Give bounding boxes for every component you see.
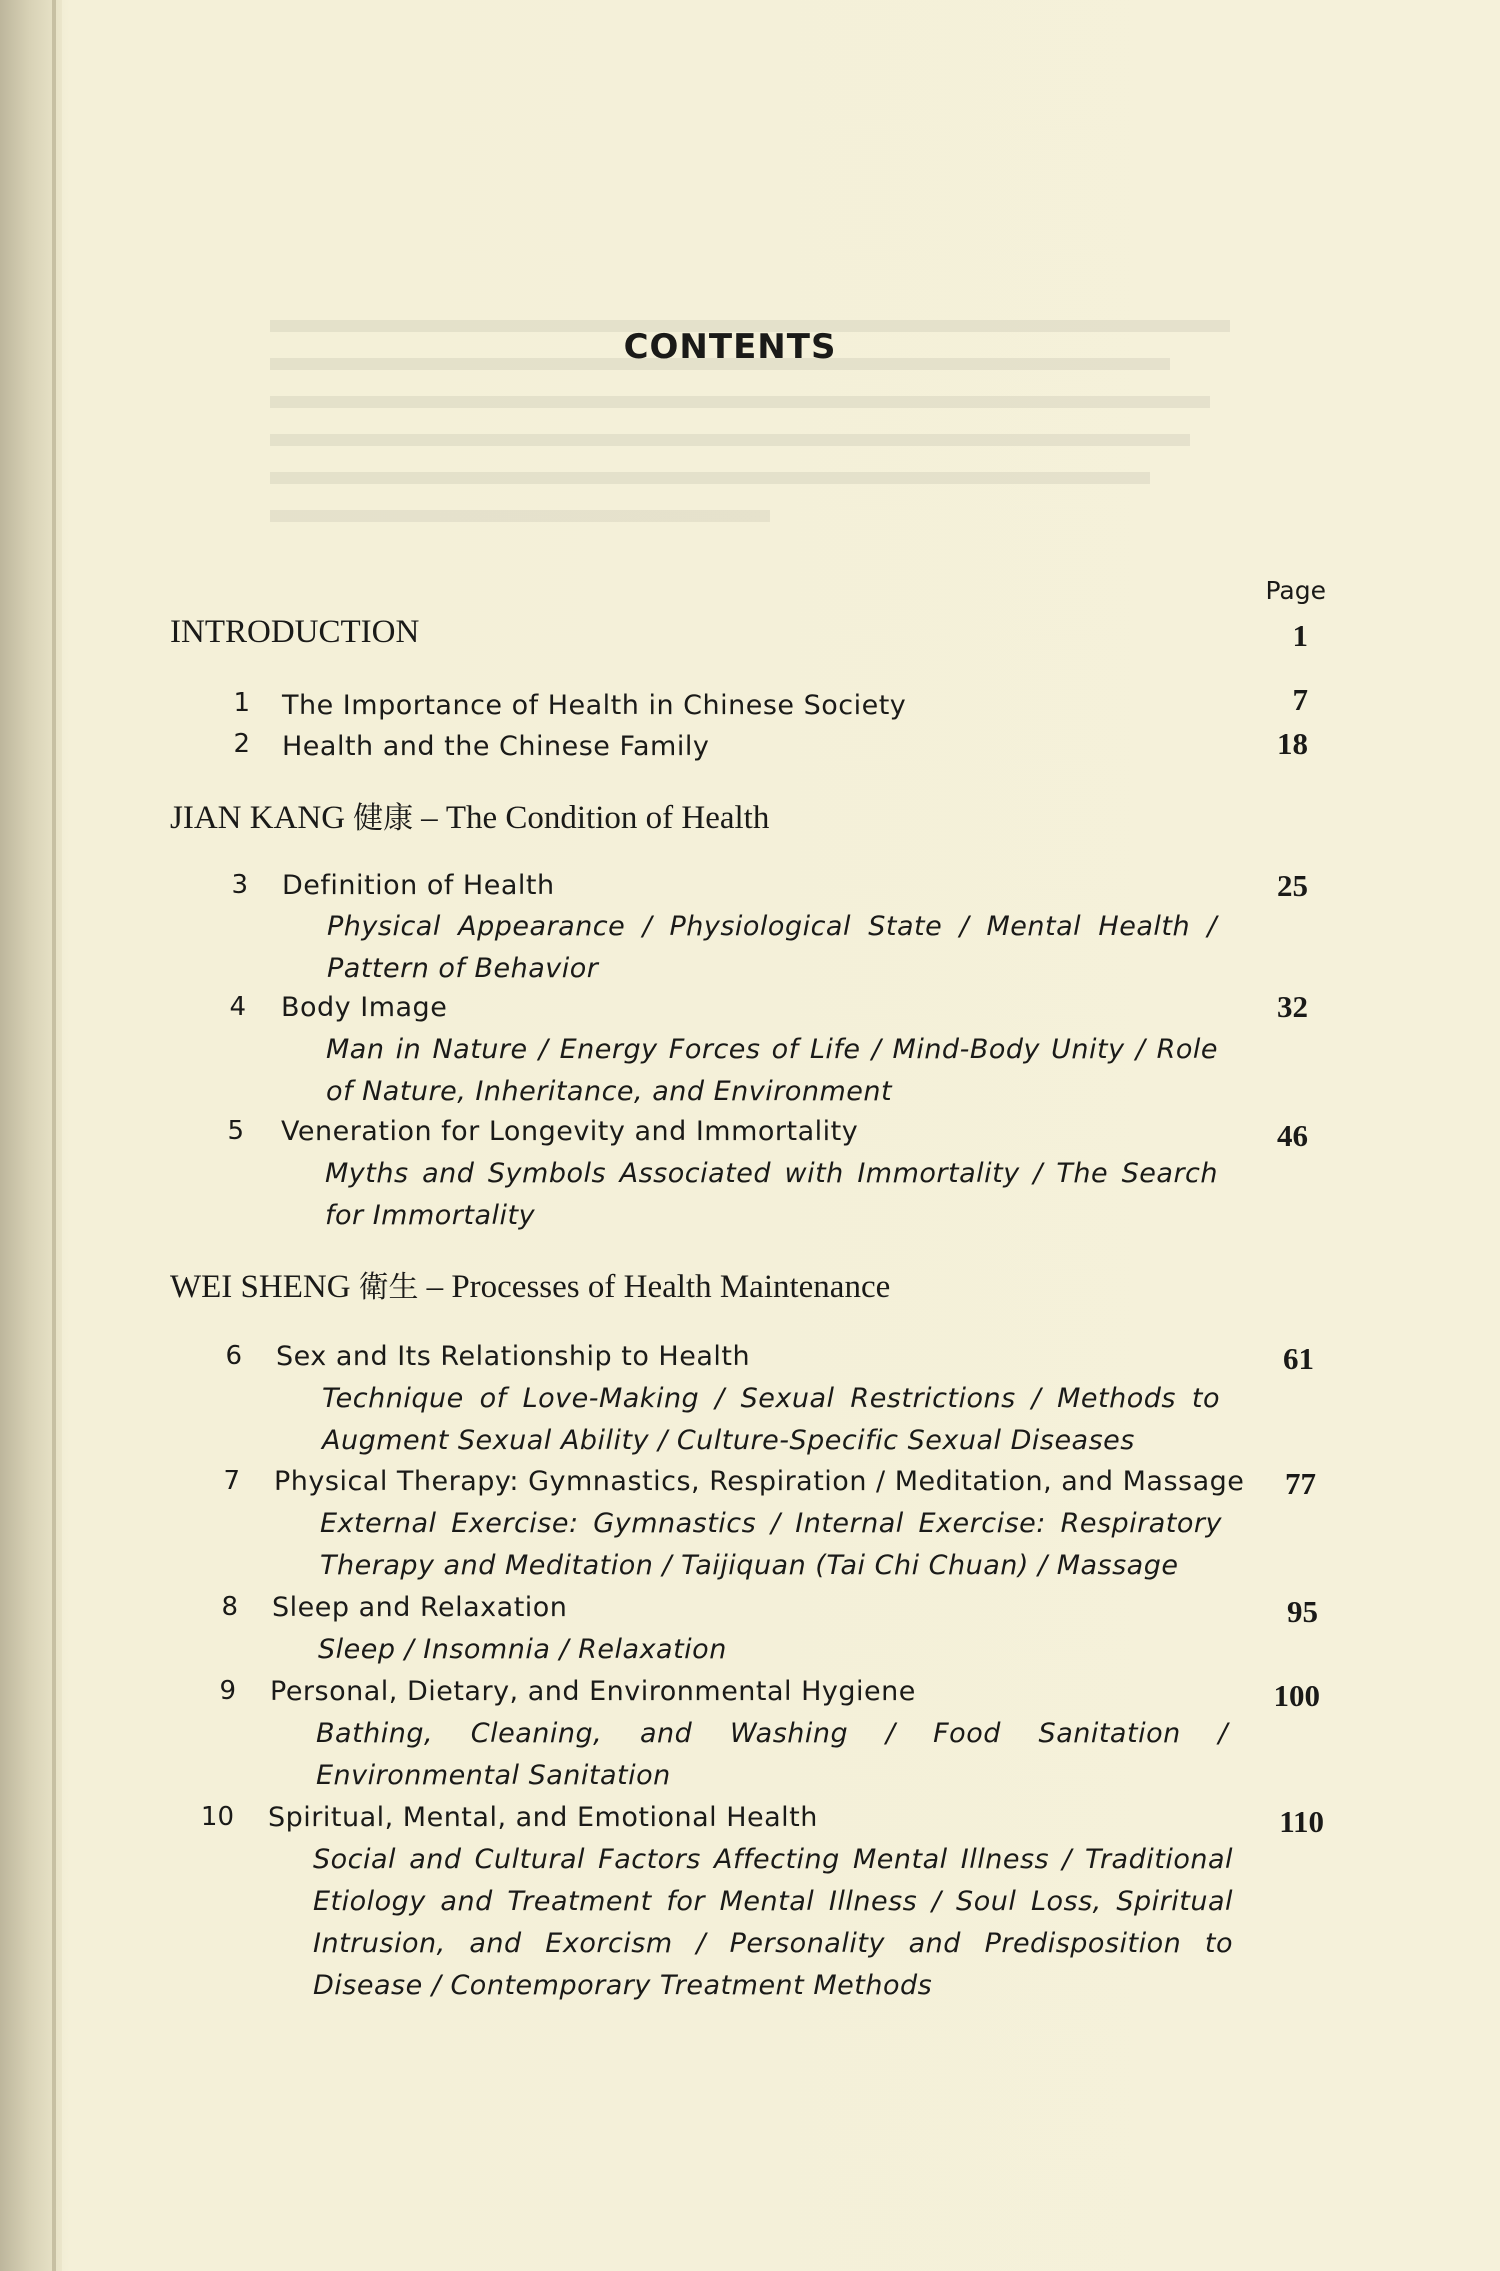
chapter-number: 8 <box>221 1592 238 1622</box>
part-roman-title: JIAN KANG <box>170 800 346 836</box>
chapter-page: 77 <box>1285 1466 1316 1501</box>
chapter-page: 95 <box>1287 1594 1318 1629</box>
chapter-title: Spiritual, Mental, and Emotional Health <box>268 1802 818 1833</box>
part-roman-title: WEI SHENG <box>170 1269 351 1305</box>
chapter-title: Sex and Its Relationship to Health <box>276 1341 751 1372</box>
chapter-title: Physical Therapy: Gymnastics, Respiration / Meditation, and Massage <box>274 1466 1245 1497</box>
chapter-number: 5 <box>227 1116 244 1146</box>
chapter-title: Health and the Chinese Family <box>282 731 710 762</box>
chapter-page: 61 <box>1283 1341 1314 1376</box>
chapter-subtopics: Sleep / Insomnia / Relaxation <box>318 1634 727 1665</box>
part-chinese-title: 健康 <box>353 801 414 836</box>
introduction-page: 1 <box>1292 618 1308 653</box>
chapter-subtopics: Social and Cultural Factors Affecting Mental Illness / Traditional Etiology and Treatment for Mental Illness / Soul Loss, Spiritual Intrusion, and Exorcism / Personality and Predisposition to Disease / Contemporary Treatment Methods <box>313 1844 1233 2001</box>
chapter-subtopics: Myths and Symbols Associated with Immortality / The Search for Immortality <box>325 1158 1218 1231</box>
chapter-title: Sleep and Relaxation <box>272 1592 568 1623</box>
chapter-number: 3 <box>231 870 248 900</box>
part-heading-wei-sheng <box>170 1262 890 1306</box>
chapter-number: 9 <box>219 1676 236 1706</box>
chapter-number: 7 <box>223 1466 240 1496</box>
chapter-title: Personal, Dietary, and Environmental Hygiene <box>270 1676 916 1707</box>
chapter-subtopics: Man in Nature / Energy Forces of Life / Mind-Body Unity / Role of Nature, Inheritance, and Environment <box>326 1034 1218 1107</box>
chapter-subtopics: Bathing, Cleaning, and Washing / Food Sanitation / Environmental Sanitation <box>316 1718 1228 1791</box>
chapter-number: 10 <box>200 1802 234 1832</box>
chapter-subtopics: External Exercise: Gymnastics / Internal Exercise: Respiratory Therapy and Meditation / Taijiquan (Tai Chi Chuan) / Massage <box>320 1508 1222 1581</box>
chapter-title: Veneration for Longevity and Immortality <box>281 1116 859 1147</box>
part-subtitle: – Processes of Health Maintenance <box>426 1269 891 1305</box>
introduction-heading: INTRODUCTION <box>170 614 420 650</box>
chapter-page: 110 <box>1279 1804 1324 1839</box>
chapter-title: Body Image <box>281 992 448 1023</box>
chapter-number: 2 <box>233 729 250 759</box>
part-subtitle: – The Condition of Health <box>421 800 770 836</box>
chapter-number: 1 <box>233 688 250 718</box>
part-heading-jian-kang <box>170 793 769 837</box>
page-column-label: Page <box>1265 576 1326 605</box>
chapter-page: 100 <box>1273 1678 1320 1713</box>
chapter-title: Definition of Health <box>282 870 555 901</box>
chapter-page: 25 <box>1277 868 1308 903</box>
chapter-page: 18 <box>1277 726 1308 761</box>
chapter-page: 7 <box>1292 682 1308 717</box>
part-chinese-title: 衛生 <box>358 1270 419 1305</box>
chapter-page: 32 <box>1277 989 1308 1024</box>
chapter-subtopics: Technique of Love-Making / Sexual Restrictions / Methods to Augment Sexual Ability / Culture-Specific Sexual Diseases <box>322 1383 1220 1456</box>
chapter-number: 4 <box>229 992 246 1022</box>
contents-title: CONTENTS <box>623 327 837 367</box>
chapter-page: 46 <box>1277 1118 1308 1153</box>
chapter-subtopics: Physical Appearance / Physiological State / Mental Health / Pattern of Behavior <box>327 911 1217 984</box>
chapter-number: 6 <box>225 1341 242 1371</box>
chapter-title: The Importance of Health in Chinese Society <box>282 690 907 721</box>
